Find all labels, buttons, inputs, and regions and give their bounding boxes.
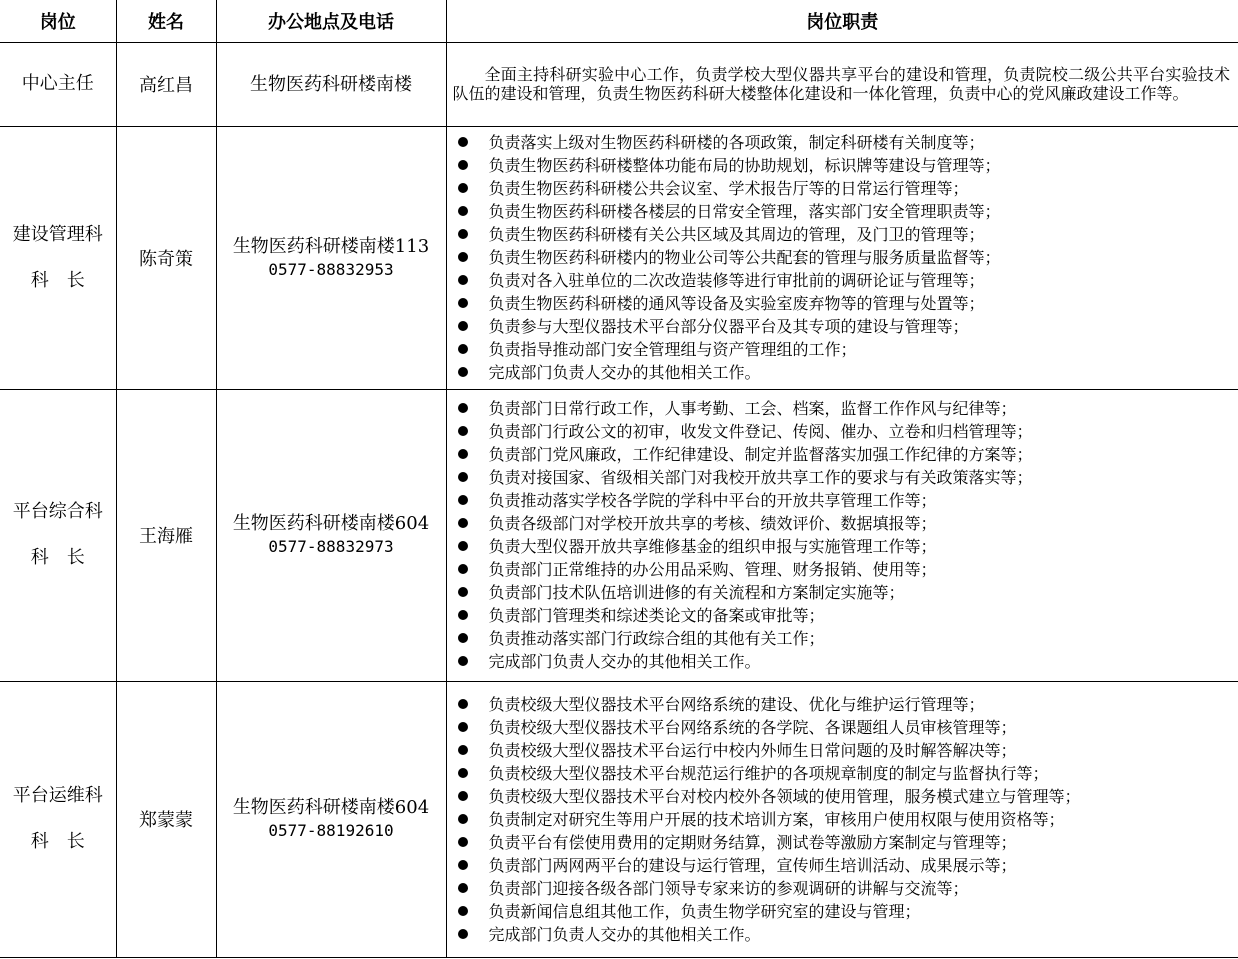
- duty-cell: [446, 389, 1238, 681]
- duty-cell: [446, 681, 1238, 957]
- table-row: [0, 389, 1238, 681]
- office-cell: [216, 126, 446, 389]
- duty-text: 负责推动落实部门行政综合组的其他有关工作；: [488, 629, 825, 648]
- duty-text: 负责校级大型仪器技术平台网络系统的各学院、各课题组人员审核管理等；: [488, 717, 1017, 737]
- duty-item: [453, 558, 1231, 581]
- duty-item: [453, 627, 1231, 650]
- duty-item: [453, 443, 1231, 466]
- office-phone: 0577-88832973: [268, 537, 394, 556]
- duty-text: 完成部门负责人交办的其他相关工作。: [488, 652, 761, 671]
- duty-text: 负责校级大型仪器技术平台规范运行维护的各项规章制度的制定与监督执行等；: [488, 763, 1049, 783]
- position-cell: [0, 126, 116, 389]
- duty-cell: [446, 126, 1238, 389]
- duty-item: [453, 877, 1231, 900]
- position-title: 平台综合科: [12, 501, 103, 522]
- bullet-icon: [458, 633, 468, 643]
- duty-item: [453, 420, 1231, 443]
- duty-text: 负责生物医药科研楼各楼层的日常安全管理，落实部门安全管理职责等；: [488, 202, 1001, 221]
- bullet-icon: [458, 587, 468, 597]
- name-cell: 陈奇策: [116, 126, 216, 389]
- name-cell: 郑蒙蒙: [116, 681, 216, 957]
- bullet-icon: [458, 137, 468, 147]
- duty-paragraph: 全面主持科研实验中心工作，负责学校大型仪器共享平台的建设和管理，负责院校二级公共平台实验技术队伍的建设和管理，负责生物医药科研大楼整体化建设和一体化管理，负责中心的党风廉政建设工作等。: [452, 65, 1230, 103]
- duty-item: [453, 154, 1231, 177]
- bullet-icon: [458, 860, 468, 870]
- duty-text: 负责制定对研究生等用户开展的技术培训方案，审核用户使用权限与使用资格等；: [488, 809, 1065, 829]
- duty-text: 完成部门负责人交办的其他相关工作。: [488, 924, 761, 944]
- bullet-icon: [458, 275, 468, 285]
- bullet-icon: [458, 837, 468, 847]
- header-position: 岗位: [0, 0, 116, 42]
- bullet-icon: [458, 344, 468, 354]
- bullet-icon: [458, 403, 468, 413]
- bullet-icon: [458, 791, 468, 801]
- position-rank: 科 长: [30, 831, 85, 852]
- duty-text: 负责部门管理类和综述类论文的备案或审批等；: [488, 606, 825, 625]
- duty-item: [453, 650, 1231, 673]
- duty-item: [453, 361, 1231, 384]
- duty-item: [453, 604, 1231, 627]
- bullet-icon: [458, 367, 468, 377]
- header-office: 办公地点及电话: [216, 0, 446, 42]
- duty-item: [453, 200, 1231, 223]
- office-cell: [216, 681, 446, 957]
- duty-item: [453, 535, 1231, 558]
- office-phone: 0577-88192610: [268, 821, 394, 840]
- duty-text: 负责部门正常维持的办公用品采购、管理、财务报销、使用等；: [488, 560, 937, 579]
- bullet-icon: [458, 206, 468, 216]
- position-rank: 科 长: [30, 547, 85, 568]
- duty-item: [453, 581, 1231, 604]
- office-location: 生物医药科研楼南楼: [250, 73, 412, 95]
- duty-item: [453, 338, 1231, 361]
- bullet-icon: [458, 183, 468, 193]
- bullet-icon: [458, 564, 468, 574]
- duty-text: 负责参与大型仪器技术平台部分仪器平台及其专项的建设与管理等；: [488, 317, 969, 336]
- duty-text: 负责指导推动部门安全管理组与资产管理组的工作；: [488, 340, 857, 359]
- bullet-icon: [458, 745, 468, 755]
- duty-item: [453, 315, 1231, 338]
- header-duties: 岗位职责: [446, 0, 1238, 42]
- bullet-icon: [458, 472, 468, 482]
- duty-list: [453, 397, 1231, 673]
- duty-item: [453, 466, 1231, 489]
- bullet-icon: [458, 906, 468, 916]
- duty-item: [453, 785, 1231, 808]
- duty-item: [453, 512, 1231, 535]
- duty-text: 负责平台有偿使用费用的定期财务结算，测试卷等激励方案制定与管理等；: [488, 832, 1017, 852]
- duty-text: 负责落实上级对生物医药科研楼的各项政策，制定科研楼有关制度等；: [488, 133, 985, 152]
- bullet-icon: [458, 883, 468, 893]
- duty-item: [453, 292, 1231, 315]
- bullet-icon: [458, 495, 468, 505]
- position-title: 平台运维科: [12, 785, 103, 806]
- duty-item: [453, 762, 1231, 785]
- office-cell: [216, 389, 446, 681]
- duty-text: 负责部门日常行政工作，人事考勤、工会、档案，监督工作作风与纪律等；: [488, 399, 1017, 418]
- duty-text: 负责校级大型仪器技术平台网络系统的建设、优化与维护运行管理等；: [488, 694, 985, 714]
- header-name: 姓名: [116, 0, 216, 42]
- duty-item: [453, 693, 1231, 716]
- duty-text: 负责校级大型仪器技术平台运行中校内外师生日常问题的及时解答解决等；: [488, 740, 1017, 760]
- duty-text: 负责生物医药科研楼公共会议室、学术报告厅等的日常运行管理等；: [488, 179, 969, 198]
- duty-item: [453, 489, 1231, 512]
- duty-item: [453, 854, 1231, 877]
- position-rank: 科 长: [30, 269, 85, 291]
- bullet-icon: [458, 541, 468, 551]
- office-location: 生物医药科研楼南楼604: [232, 513, 430, 534]
- position-cell: [0, 389, 116, 681]
- bullet-icon: [458, 656, 468, 666]
- bullet-icon: [458, 929, 468, 939]
- duty-item: [453, 246, 1231, 269]
- bullet-icon: [458, 160, 468, 170]
- bullet-icon: [458, 449, 468, 459]
- table-row: [0, 681, 1238, 957]
- office-location: 生物医药科研楼南楼604: [232, 797, 430, 818]
- bullet-icon: [458, 298, 468, 308]
- bullet-icon: [458, 229, 468, 239]
- duty-item: [453, 716, 1231, 739]
- table-row: [0, 126, 1238, 389]
- office-phone: 0577-88832953: [268, 259, 394, 279]
- duty-item: [453, 223, 1231, 246]
- bullet-icon: [458, 722, 468, 732]
- duty-list: [453, 131, 1231, 384]
- duty-text: 负责部门技术队伍培训进修的有关流程和方案制定实施等；: [488, 583, 905, 602]
- duty-item: [453, 808, 1231, 831]
- bullet-icon: [458, 252, 468, 262]
- duty-text: 负责对接国家、省级相关部门对我校开放共享工作的要求与有关政策落实等；: [488, 468, 1033, 487]
- name-cell: 王海雁: [116, 389, 216, 681]
- duty-item: [453, 177, 1231, 200]
- bullet-icon: [458, 814, 468, 824]
- position-title: 中心主任: [21, 73, 94, 94]
- position-title: 建设管理科: [12, 223, 103, 245]
- duty-item: [453, 900, 1231, 923]
- name-cell: 高红昌: [116, 42, 216, 126]
- duty-text: 负责生物医药科研楼有关公共区域及其周边的管理，及门卫的管理等；: [488, 225, 985, 244]
- duty-text: 负责新闻信息组其他工作，负责生物学研究室的建设与管理；: [488, 901, 921, 921]
- duty-text: 负责生物医药科研楼的通风等设备及实验室废弃物等的管理与处置等；: [488, 294, 985, 313]
- bullet-icon: [458, 610, 468, 620]
- table-body: [0, 42, 1238, 957]
- duty-item: [453, 739, 1231, 762]
- bullet-icon: [458, 699, 468, 709]
- bullet-icon: [458, 518, 468, 528]
- office-cell: [216, 42, 446, 126]
- table-row: [0, 42, 1238, 126]
- duty-text: 负责对各入驻单位的二次改造装修等进行审批前的调研论证与管理等；: [488, 271, 985, 290]
- duty-text: 负责各级部门对学校开放共享的考核、绩效评价、数据填报等；: [488, 514, 937, 533]
- duty-text: 负责校级大型仪器技术平台对校内校外各领域的使用管理，服务模式建立与管理等；: [488, 786, 1081, 806]
- duty-text: 负责部门迎接各级各部门领导专家来访的参观调研的讲解与交流等；: [488, 878, 969, 898]
- header-row: [0, 0, 1238, 42]
- duty-text: 负责部门两网两平台的建设与运行管理，宣传师生培训活动、成果展示等；: [488, 855, 1017, 875]
- duty-text: 负责推动落实学校各学院的学科中平台的开放共享管理工作等；: [488, 491, 937, 510]
- duty-list: [453, 693, 1231, 946]
- duty-cell: [446, 42, 1238, 126]
- position-cell: [0, 42, 116, 126]
- duty-item: [453, 269, 1231, 292]
- duty-text: 负责部门行政公文的初审，收发文件登记、传阅、催办、立卷和归档管理等；: [488, 422, 1033, 441]
- position-cell: [0, 681, 116, 957]
- duty-item: [453, 397, 1231, 420]
- office-location: 生物医药科研楼南楼113: [232, 235, 430, 257]
- duty-text: 负责大型仪器开放共享维修基金的组织申报与实施管理工作等；: [488, 537, 937, 556]
- duty-text: 负责生物医药科研楼内的物业公司等公共配套的管理与服务质量监督等；: [488, 248, 1001, 267]
- duty-item: [453, 923, 1231, 946]
- duty-text: 负责生物医药科研楼整体功能布局的协助规划，标识牌等建设与管理等；: [488, 156, 1001, 175]
- duty-item: [453, 131, 1231, 154]
- duty-text: 负责部门党风廉政，工作纪律建设、制定并监督落实加强工作纪律的方案等；: [488, 445, 1033, 464]
- bullet-icon: [458, 426, 468, 436]
- bullet-icon: [458, 321, 468, 331]
- bullet-icon: [458, 768, 468, 778]
- duty-item: [453, 831, 1231, 854]
- duty-text: 完成部门负责人交办的其他相关工作。: [488, 363, 761, 382]
